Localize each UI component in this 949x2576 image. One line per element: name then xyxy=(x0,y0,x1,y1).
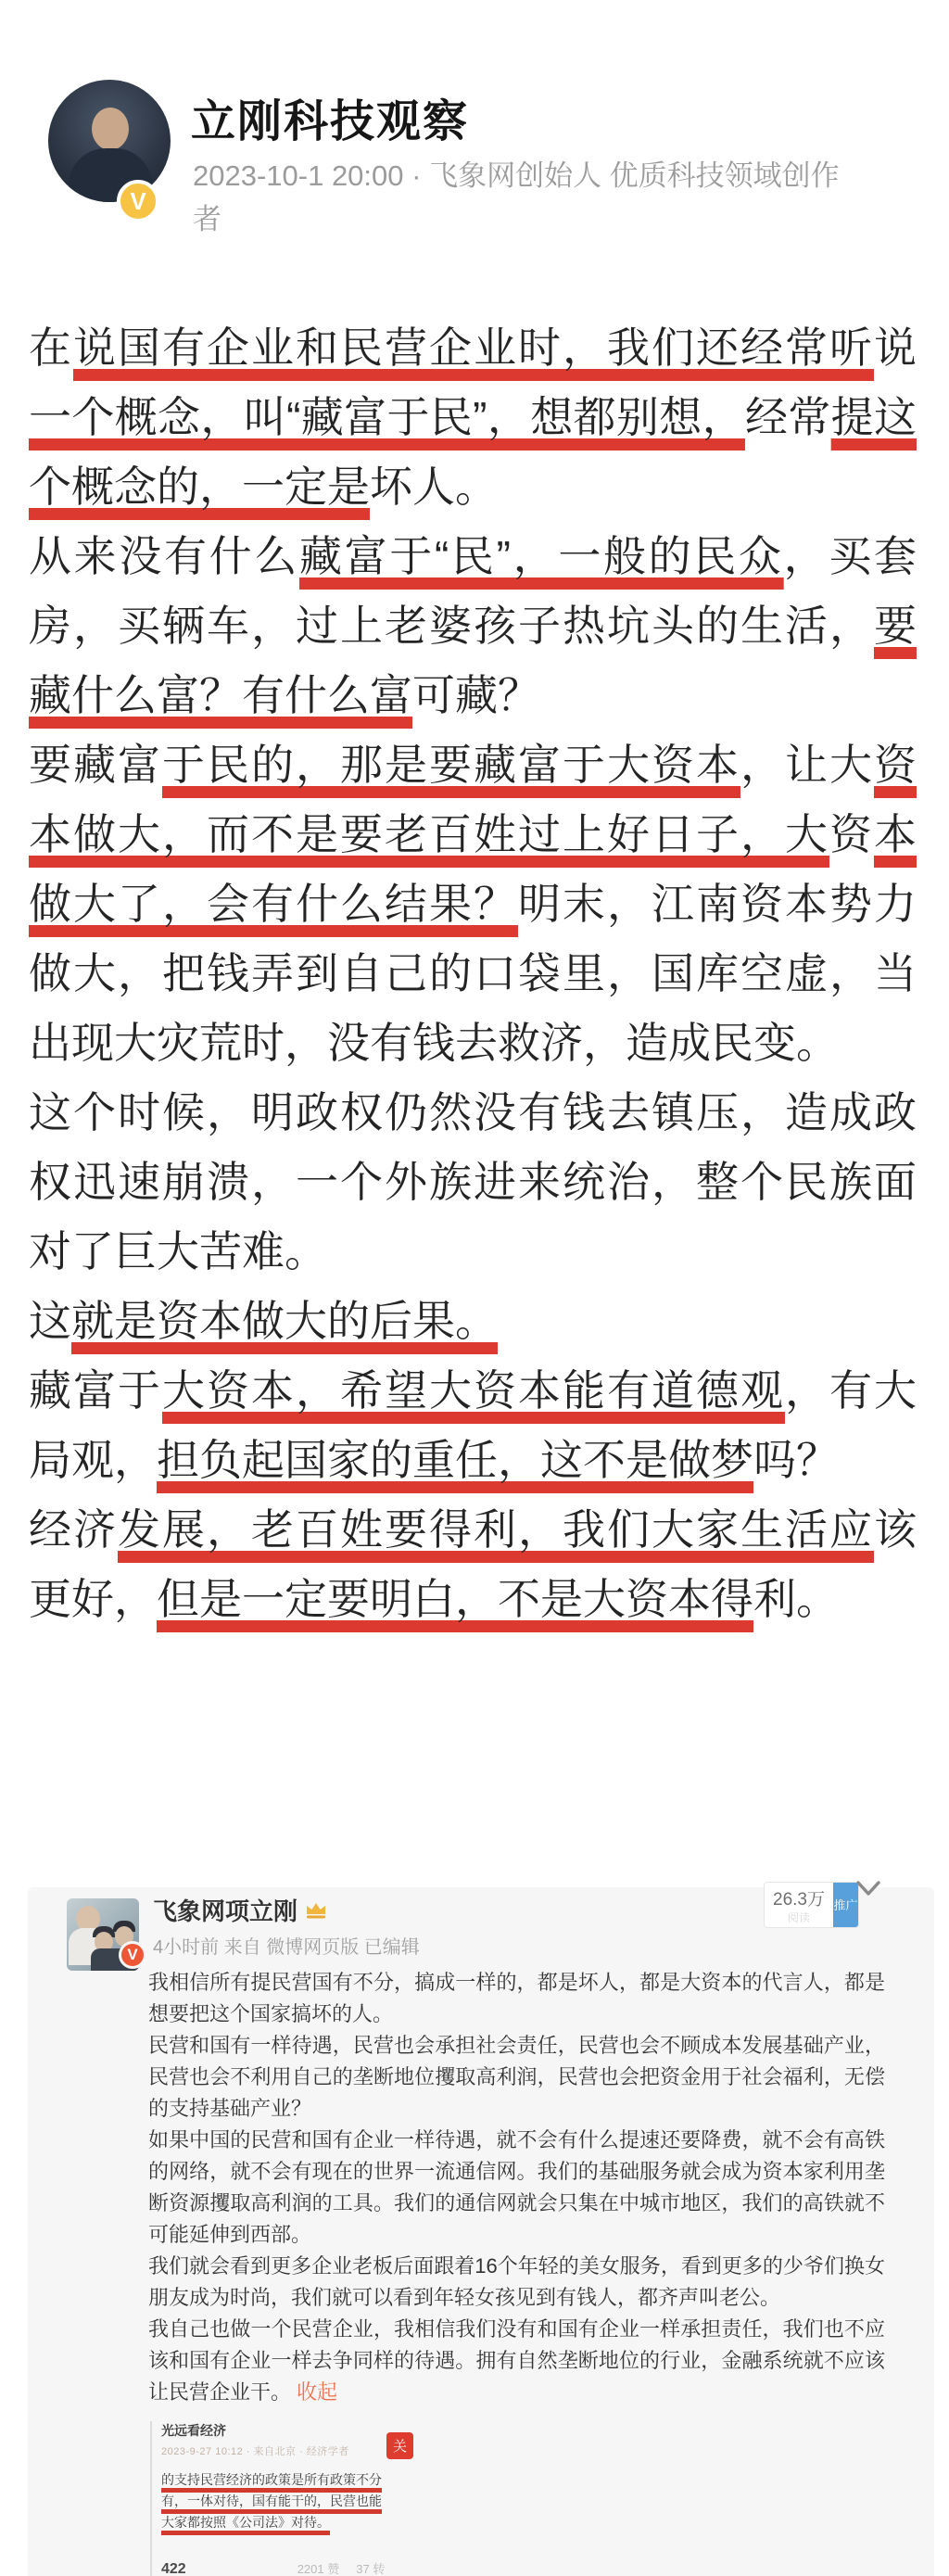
inner-line: 大家都按照《公司法》对待。 xyxy=(161,2515,330,2530)
reads-value: 26.3万 xyxy=(773,1890,825,1910)
post-paragraph xyxy=(29,1078,917,1287)
underlined-text: 于民的，那是要藏富于大资本 xyxy=(162,741,740,789)
inner-author-name: 光远看经济 xyxy=(161,2423,226,2438)
plain-text: 可藏？ xyxy=(412,671,540,719)
post-paragraph xyxy=(29,313,917,522)
inner-post-meta: 2023-9-27 10:12 · 来自北京 · 经济学者 xyxy=(161,2446,349,2457)
post-meta: 2023-10-1 20:00 · 飞象网创始人 优质科技领域创作者 xyxy=(193,159,840,235)
quoted-paragraph: 我自己也做一个民营企业，我相信我们没有和国有企业一样承担责任，我们也不应该和国有企业一样去争同样的待遇。拥有自然垄断地位的行业，金融系统就不应该让民营企业干。 收起 xyxy=(148,2317,885,2404)
post-paragraph xyxy=(29,1356,917,1495)
post-text xyxy=(29,313,917,1634)
reads-counter xyxy=(764,1882,859,1928)
promo-badge[interactable]: 推广 xyxy=(833,1883,858,1927)
post-paragraph xyxy=(29,1287,917,1356)
plain-text: ，买套房，买辆车，过上老婆孩子热坑头的生活， xyxy=(29,532,917,650)
inner-line: 的支持民营经济的政策是所有政策不分 xyxy=(161,2472,382,2487)
verified-badge-icon: V xyxy=(117,180,159,222)
inner-line: 有，一体对待，国有能干的，民营也能 xyxy=(161,2494,382,2508)
plain-text: 这个时候，明政权仍然没有钱去镇压，造成政权迅速崩溃，一个外族进来统治，整个民族面对了巨大苦难。 xyxy=(29,1088,917,1275)
quoted-paragraph: 我相信所有提民营国有不分，搞成一样的，都是坏人，都是大资本的代言人，都是想要把这个国家搞坏的人。 xyxy=(148,1971,885,2025)
plain-text: 坏人。 xyxy=(370,463,498,511)
quoted-author-name[interactable]: 飞象网项立刚 xyxy=(153,1897,298,1925)
plain-text: ，让大 xyxy=(740,741,874,789)
post-paragraph xyxy=(29,1495,917,1634)
underlined-text: 发展，老百姓要得利，我们大家生活应 xyxy=(118,1505,874,1554)
inner-lines xyxy=(161,2469,410,2533)
author-name[interactable]: 立刚科技观察 xyxy=(191,97,470,146)
underlined-text: 藏富于“民”，一般的民众 xyxy=(299,532,784,580)
chevron-down-icon[interactable] xyxy=(854,1880,882,1898)
plain-text: 经济 xyxy=(29,1505,118,1554)
comment-count: 422 xyxy=(161,2561,186,2576)
quoted-paragraph: 如果中国的民营和国有企业一样待遇，就不会有什么提速还要降费，就不会有高铁的网络，就不会有现在的世界一流通信网。我们的基础服务就会成为资本家利用垄断资源攫取高利润的工具。我们的通信网就会只集在中城市地区，我们的高铁就不可能延伸到西部。 xyxy=(148,2128,885,2246)
plain-text: 资 xyxy=(829,810,874,858)
plain-text: 在 xyxy=(29,324,73,372)
plain-text: 从来没有什么 xyxy=(29,532,300,580)
quoted-card[interactable] xyxy=(28,1887,934,2576)
quoted-text xyxy=(148,1967,885,2408)
underlined-text: 说国有企业和民营企业时，我们还经常听 xyxy=(73,324,874,372)
repost-count: 37 转 xyxy=(356,2562,386,2576)
quoted-paragraph: 民营和国有一样待遇，民营也会承担社会责任，民营也会不顾成本发展基础产业，民营也会不利用自己的垄断地位攫取高利润，民营也会把资金用于社会福利，无偿的支持基础产业？ xyxy=(148,2034,885,2120)
plain-text: 明末，江南资本势力做大，把钱弄到自己的口袋里，国库空虚，当出现大灾荒时，没有钱去救济，造成民变。 xyxy=(29,880,917,1067)
underlined-text: 就是资本做大的后果。 xyxy=(71,1297,498,1345)
plain-text: ，有大局观， xyxy=(29,1366,917,1484)
quoted-post-meta: 4小时前 来自 微博网页版 已编辑 xyxy=(153,1937,420,1958)
underlined-text: 要藏什么富？有什么富 xyxy=(29,602,917,719)
verified-badge-icon: V xyxy=(119,1941,146,1969)
plain-text: 吗？ xyxy=(753,1436,839,1484)
like-count: 2201 赞 xyxy=(297,2562,340,2576)
quoted-paragraph: 我们就会看到更多企业老板后面跟着16个年轻的美女服务，看到更多的少爷们换女朋友成为时尚，我们就可以看到年轻女孩见到有钱人，都齐声叫老公。 xyxy=(148,2254,885,2309)
plain-text: 经常 xyxy=(744,393,831,441)
underlined-text: 但是一定要明白，不是大资本得 xyxy=(157,1575,753,1623)
plain-text: 藏富于 xyxy=(29,1366,162,1415)
crown-icon xyxy=(305,1901,327,1920)
post-paragraph xyxy=(29,730,917,1078)
avatar-person-icon xyxy=(92,108,129,150)
reads-label: 阅读 xyxy=(787,1911,810,1924)
author-avatar[interactable] xyxy=(48,80,171,202)
follow-button[interactable]: 关 xyxy=(386,2432,413,2459)
plain-text: 该更好， xyxy=(29,1505,917,1623)
underlined-text: 资本做大，而不是要老百姓过上好日子，大 xyxy=(29,741,917,858)
post-paragraph xyxy=(29,522,917,730)
inner-stats-row xyxy=(161,2559,410,2576)
underlined-text: 本做大了，会有什么结果？ xyxy=(29,810,917,928)
underlined-text: 担负起国家的重任，这不是做梦 xyxy=(157,1436,753,1484)
underlined-text: 提这个概念的，一定是 xyxy=(29,393,917,511)
plain-text: 要藏富 xyxy=(29,741,162,789)
collapse-link[interactable]: 收起 xyxy=(297,2380,338,2404)
plain-text: 这 xyxy=(29,1297,71,1345)
plain-text: 说 xyxy=(874,324,917,372)
plain-text: 利。 xyxy=(753,1575,839,1623)
inner-screenshot[interactable] xyxy=(150,2421,410,2576)
underlined-text: 大资本，希望大资本能有道德观 xyxy=(162,1366,785,1415)
underlined-text: 一个概念，叫“藏富于民”，想都别想， xyxy=(29,393,745,441)
